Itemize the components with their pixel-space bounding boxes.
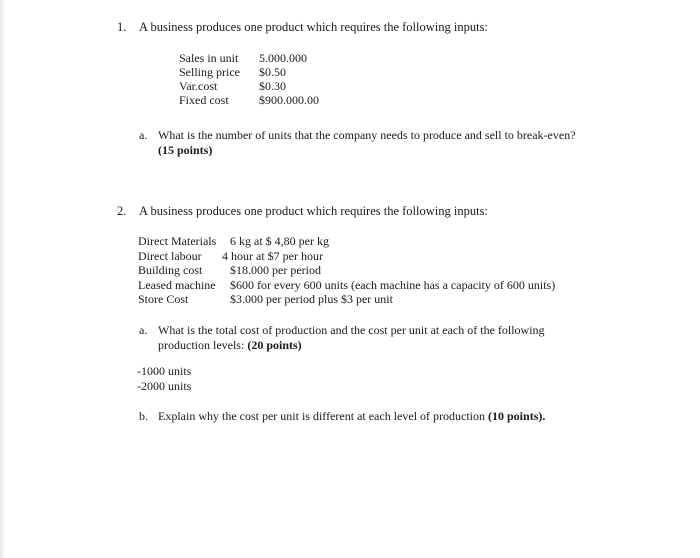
q2-input-row xyxy=(138,292,555,307)
q2-input-row xyxy=(138,234,555,249)
q1-input-row xyxy=(179,51,319,65)
q1-input-label: Fixed cost xyxy=(179,93,229,107)
q2-part-b-letter: b. xyxy=(139,409,148,423)
q1-input-value: $0.30 xyxy=(259,79,286,93)
q1-part-a-text: What is the number of units that the company needs to produce and sell to break-even? xyxy=(158,128,576,142)
q2-part-b-points: (10 points). xyxy=(488,409,546,423)
q1-inputs-table xyxy=(179,51,319,107)
q1-prompt: A business produces one product which requires the following inputs: xyxy=(139,20,488,34)
q2-part-b-line xyxy=(158,409,545,424)
q1-part-a-letter: a. xyxy=(139,128,148,142)
q2-prompt: A business produces one product which requires the following inputs: xyxy=(139,204,488,218)
q2-input-label: Direct Materials xyxy=(138,234,217,248)
q2-part-a-line1: What is the total cost of production and the cost per unit at each of the following xyxy=(158,323,545,337)
q1-input-label: Var.cost xyxy=(179,79,218,93)
q2-input-row xyxy=(138,278,555,293)
q2-part-a-line2 xyxy=(158,338,302,353)
q2-input-value: 6 kg at $ 4,80 per kg xyxy=(230,234,329,248)
q1-input-value: $0.50 xyxy=(259,65,286,79)
q1-input-row xyxy=(179,79,319,93)
q1-input-label: Selling price xyxy=(179,65,240,79)
q2-input-value: $18.000 per period xyxy=(230,263,321,277)
q2-input-value-text: 4 hour at $7 per hour xyxy=(222,248,323,263)
q2-level-item: -1000 units xyxy=(137,364,192,378)
q1-input-row xyxy=(179,93,319,107)
q1-number: 1. xyxy=(117,20,127,34)
q2-input-value: $600 for every 600 units (each machine has a capacity of 600 units) xyxy=(230,277,556,292)
q2-input-row xyxy=(138,249,555,264)
q1-input-value: 5.000.000 xyxy=(259,51,307,65)
q1-input-value: $900.000.00 xyxy=(259,93,319,107)
q2-level-item: -2000 units xyxy=(137,379,192,393)
q2-input-value: $3.000 per period plus $3 per unit xyxy=(230,292,393,306)
q2-input-row xyxy=(138,263,555,278)
q2-number: 2. xyxy=(117,204,127,218)
q2-part-a-points: (20 points) xyxy=(247,338,302,352)
q2-part-a-line2-text: production levels: xyxy=(158,338,248,352)
q2-input-label: Store Cost xyxy=(138,292,189,306)
q2-input-value xyxy=(222,248,555,264)
q1-input-label: Sales in unit xyxy=(179,51,239,65)
page-edge-shadow xyxy=(0,0,6,558)
q2-input-label: Building cost xyxy=(138,263,203,277)
q1-part-a-points: (15 points) xyxy=(158,143,213,157)
q2-part-b-text: Explain why the cost per unit is different at each level of production xyxy=(158,409,489,423)
q2-inputs-table xyxy=(138,234,555,307)
q2-input-label: Leased machine xyxy=(138,277,216,292)
q2-input-label: Direct labour xyxy=(138,248,202,263)
q1-input-row xyxy=(179,65,319,79)
q2-part-a-letter: a. xyxy=(139,323,148,337)
